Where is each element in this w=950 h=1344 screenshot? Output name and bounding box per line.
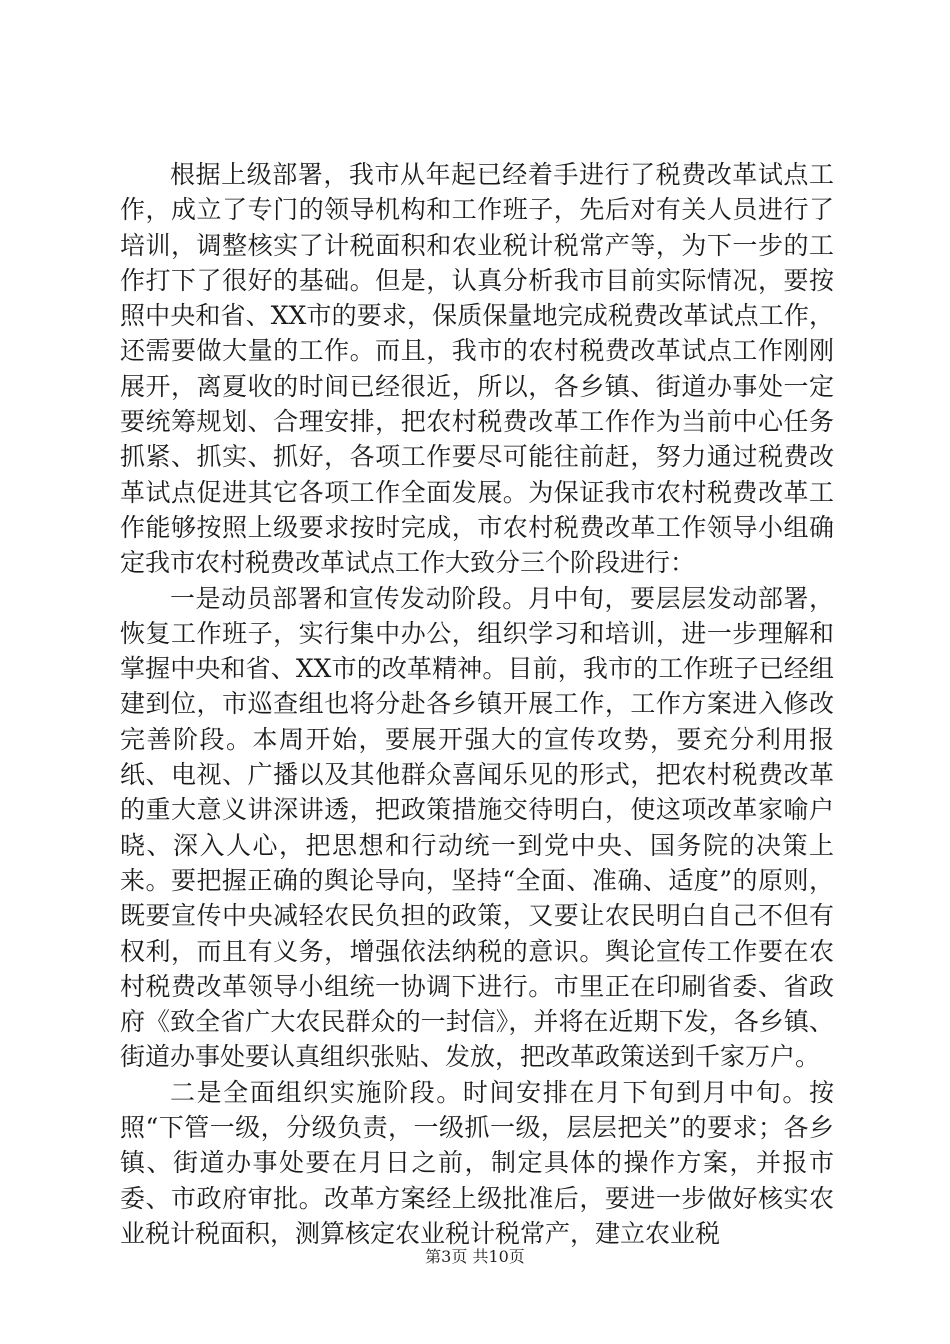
page-number-footer: 第3页 共10页: [425, 1247, 525, 1266]
paragraph-intro: 根据上级部署，我市从年起已经着手进行了税费改革试点工作，成立了专门的领导机构和工作班子，先后对有关人员进行了培训，调整核实了计税面积和农业税计税常产等，为下一步的工作打下了很好的基础。但是，认真分析我市目前实际情况，要按照中央和省、XX市的要求，保质保量地完成税费改革试点工作，还需要做大量的工作。而且，我市的农村税费改革试点工作刚刚展开，离夏收的时间已经很近，所以，各乡镇、街道办事处一定要统筹规划、合理安排，把农村税费改革工作作为当前中心任务抓紧、抓实、抓好，各项工作要尽可能往前赶，努力通过税费改革试点促进其它各项工作全面发展。为保证我市农村税费改革工作能够按照上级要求按时完成，市农村税费改革工作领导小组确定我市农村税费改革试点工作大致分三个阶段进行：: [120, 160, 834, 578]
document-body: [120, 157, 834, 1251]
paragraph-stage-one: 一是动员部署和宣传发动阶段。月中旬，要层层发动部署，恢复工作班子，实行集中办公，组织学习和培训，进一步理解和掌握中央和省、XX市的改革精神。目前，我市的工作班子已经组建到位，市巡查组也将分赴各乡镇开展工作，工作方案进入修改完善阶段。本周开始，要展开强大的宣传攻势，要充分利用报纸、电视、广播以及其他群众喜闻乐见的形式，把农村税费改革的重大意义讲深讲透，把政策措施交待明白，使这项改革家喻户晓、深入人心，把思想和行动统一到党中央、国务院的决策上来。要把握正确的舆论导向，坚持“全面、准确、适度”的原则，既要宣传中央减轻农民负担的政策，又要让农民明白自己不但有权利，而且有义务，增强依法纳税的意识。舆论宣传工作要在农村税费改革领导小组统一协调下进行。市里正在印刷省委、省政府《致全省广大农民群众的一封信》，并将在近期下发，各乡镇、街道办事处要认真组织张贴、发放，把改革政策送到千家万户。: [120, 583, 834, 1072]
paragraph-stage-two: 二是全面组织实施阶段。时间安排在月下旬到月中旬。按照“下管一级，分级负责，一级抓一级，层层把关”的要求；各乡镇、街道办事处要在月日之前，制定具体的操作方案，并报市委、市政府审批。改革方案经上级批准后，要进一步做好核实农业税计税面积，测算核定农业税计税常产，建立农业税: [120, 1077, 834, 1248]
